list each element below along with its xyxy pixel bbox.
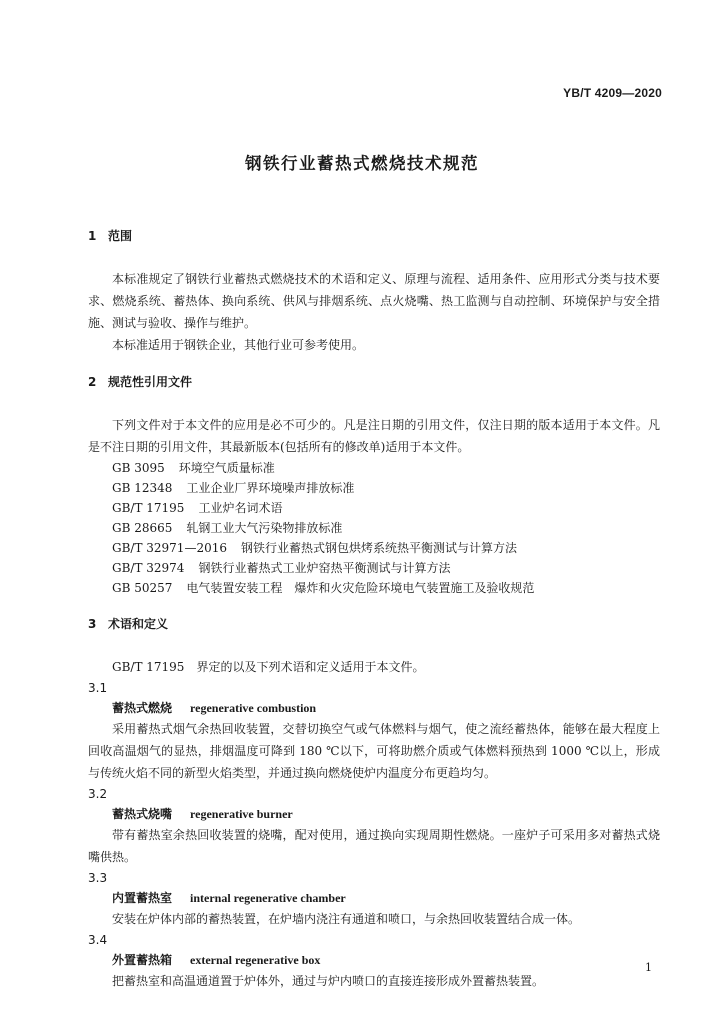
term-english: external regenerative box <box>190 953 321 967</box>
term-heading <box>88 888 660 908</box>
reference-code: GB/T 32974 <box>112 561 185 575</box>
document-title: 钢铁行业蓄热式燃烧技术规范 <box>245 154 479 173</box>
reference-code: GB 28665 <box>112 521 173 535</box>
reference-title: 工业企业厂界环境噪声排放标准 <box>186 481 355 495</box>
reference-code: GB/T 17195 <box>112 501 185 515</box>
reference-title: 电气装置安装工程 爆炸和火灾危险环境电气装置施工及验收规范 <box>186 581 535 595</box>
section-title: 范围 <box>108 229 133 243</box>
term-english: regenerative burner <box>190 807 293 821</box>
clause-number: 3.3 <box>88 871 108 885</box>
clause-number: 3.1 <box>88 681 108 695</box>
reference-item <box>88 538 660 558</box>
reference-item <box>88 578 660 598</box>
term-chinese: 蓄热式燃烧 <box>112 701 173 715</box>
term-heading <box>88 804 660 824</box>
section-number: 2 <box>88 375 97 389</box>
term-english: internal regenerative chamber <box>190 891 346 905</box>
term-heading <box>88 698 660 718</box>
standard-code: YB/T 4209—2020 <box>563 86 662 100</box>
reference-code: GB 3095 <box>112 461 165 475</box>
scope-paragraph: 本标准规定了钢铁行业蓄热式燃烧技术的术语和定义、原理与流程、适用条件、应用形式分类与技术要求、燃烧系统、蓄热体、换向系统、供风与排烟系统、点火烧嘴、热工监测与自动控制、环境保护与安全措施、测试与验收、操作与维护。 <box>88 272 660 330</box>
section-number: 3 <box>88 617 97 631</box>
term-chinese: 内置蓄热室 <box>112 891 173 905</box>
term-english: regenerative combustion <box>190 701 317 715</box>
reference-item <box>88 518 660 538</box>
document-body <box>88 226 660 992</box>
normative-intro: 下列文件对于本文件的应用是必不可少的。凡是注日期的引用文件，仅注日期的版本适用于本文件。凡是不注日期的引用文件，其最新版本(包括所有的修改单)适用于本文件。 <box>88 418 660 454</box>
reference-title: 环境空气质量标准 <box>178 461 275 475</box>
reference-item <box>88 458 660 478</box>
clause-number: 3.4 <box>88 933 108 947</box>
section-title: 规范性引用文件 <box>108 375 193 389</box>
reference-title: 钢铁行业蓄热式钢包烘烤系统热平衡测试与计算方法 <box>240 541 517 555</box>
reference-item <box>88 558 660 578</box>
term-definition: 安装在炉体内部的蓄热装置，在炉墙内浇注有通道和喷口，与余热回收装置结合成一体。 <box>112 912 581 926</box>
reference-title: 钢铁行业蓄热式工业炉窑热平衡测试与计算方法 <box>198 561 451 575</box>
page-number: 1 <box>645 961 652 974</box>
reference-code: GB/T 32971—2016 <box>112 541 227 555</box>
reference-item <box>88 498 660 518</box>
reference-code: GB 50257 <box>112 581 173 595</box>
term-heading <box>88 950 660 970</box>
section-heading-normative-references <box>88 372 660 392</box>
scope-paragraph: 本标准适用于钢铁企业，其他行业可参考使用。 <box>112 338 365 352</box>
section-heading-terms <box>88 614 660 634</box>
reference-code: GB 12348 <box>112 481 173 495</box>
term-definition: 带有蓄热室余热回收装置的烧嘴，配对使用，通过换向实现周期性燃烧。一座炉子可采用多对蓄热式烧嘴供热。 <box>88 828 660 864</box>
clause-number: 3.2 <box>88 787 108 801</box>
section-title: 术语和定义 <box>108 617 169 631</box>
section-heading-scope <box>88 226 660 246</box>
reference-title: 工业炉名词术语 <box>198 501 283 515</box>
term-definition: 把蓄热室和高温通道置于炉体外，通过与炉内喷口的直接连接形成外置蓄热装置。 <box>112 974 545 988</box>
reference-item <box>88 478 660 498</box>
term-definition: 采用蓄热式烟气余热回收装置，交替切换空气或气体燃料与烟气，使之流经蓄热体，能够在最大程度上回收高温烟气的显热，排烟温度可降到 180 ℃以下，可将助燃介质或气体燃料预热到 1000 ℃以上，形成与传统火焰不同的新型火焰类型，并通过换向燃烧使炉内温度分布更趋均匀。 <box>88 722 660 780</box>
reference-title: 轧钢工业大气污染物排放标准 <box>186 521 343 535</box>
term-chinese: 外置蓄热箱 <box>112 953 173 967</box>
section-number: 1 <box>88 229 97 243</box>
terms-intro: GB/T 17195 界定的以及下列术语和定义适用于本文件。 <box>112 660 425 674</box>
term-chinese: 蓄热式烧嘴 <box>112 807 173 821</box>
